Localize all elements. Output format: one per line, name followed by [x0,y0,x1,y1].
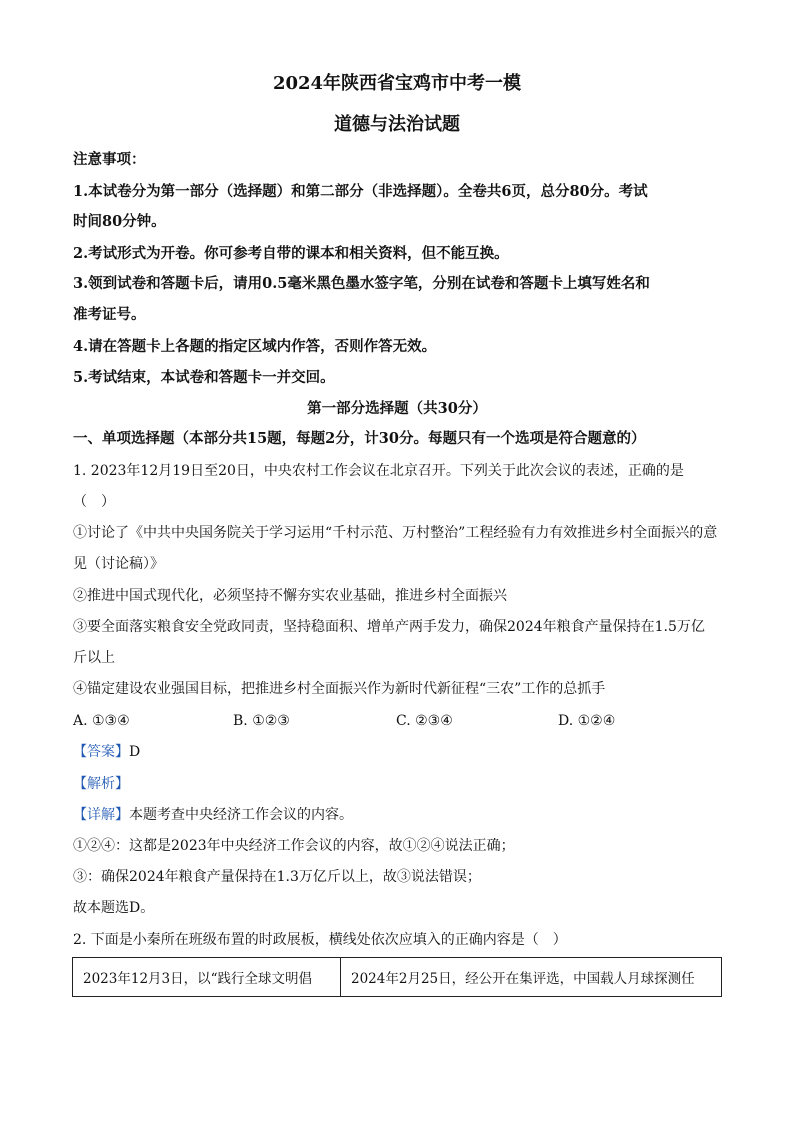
q1-option-a: A. ①③④ [73,713,130,729]
notes-heading: 注意事项： [73,151,146,168]
q2-stem: 2. 下面是小秦所在班级布置的时政展板，横线处依次应填入的正确内容是（ ） [73,932,567,948]
board-cell-left: 2023年12月3日，以“践行全球文明倡 [73,958,341,997]
board-cell-right: 2024年2月25日，经公开在集评选，中国载人月球探测任 [341,958,722,997]
detail-text: 本题考查中央经济工作会议的内容。 [129,807,353,823]
q1-option-d: D. ①②④ [558,713,616,729]
q1-statement: 见（讨论稿）》 [73,556,164,572]
note-line: 准考证号。 [73,306,146,323]
q1-detail [73,805,353,825]
note-line: 3.领到试卷和答题卡后，请用0.5毫米黑色墨水签字笔，分别在试卷和答题卡上填写姓名和 [73,275,650,292]
q1-explain: ③：确保2024年粮食产量保持在1.3万亿斤以上，故③说法错误； [73,869,481,885]
section-title: 第一部分选择题（共30分） [307,400,487,417]
q1-statement: 斤以上 [73,650,115,666]
note-line: 1.本试卷分为第一部分（选择题）和第二部分（非选择题）。全卷共6页，总分80分。考试 [73,183,648,200]
q1-explain: 故本题选D。 [73,900,155,916]
q1-option-c: C. ②③④ [396,713,453,729]
answer-value: D [129,744,141,760]
q1-stem: 1. 2023年12月19日至20日，中央农村工作会议在北京召开。下列关于此次会议的表述，正确的是 [73,463,684,479]
q1-explain: ①②④：这都是2023年中央经济工作会议的内容，故①②④说法正确； [73,838,515,854]
answer-tag: 【答案】 [73,744,129,760]
note-line: 时间80分钟。 [73,213,166,230]
exam-title: 2024年陕西省宝鸡市中考一模 [272,73,522,94]
note-line: 4.请在答题卡上各题的指定区域内作答，否则作答无效。 [73,338,437,355]
q1-answer [73,742,140,762]
analysis-tag: 【解析】 [73,776,129,792]
q1-blank: （ ） [73,494,115,510]
q1-statement: ④锚定建设农业强国目标，把推进乡村全面振兴作为新时代新征程“三农”工作的总抓手 [73,681,606,697]
q2-news-board [72,957,722,997]
q1-statement: ③要全面落实粮食安全党政同责，坚持稳面积、增单产两手发力，确保2024年粮食产量保持在1.5万亿 [73,619,705,635]
q1-option-b: B. ①②③ [233,713,290,729]
section-instruction: 一、单项选择题（本部分共15题，每题2分，计30分。每题只有一个选项是符合题意的） [73,430,646,447]
table-row [73,958,722,997]
note-line: 2.考试形式为开卷。你可参考自带的课本和相关资料，但不能互换。 [73,245,509,262]
note-line: 5.考试结束，本试卷和答题卡一并交回。 [73,369,335,386]
q1-statement: ①讨论了《中共中央国务院关于学习运用“千村示范、万村整治”工程经验有力有效推进乡村全面振兴的意 [73,525,718,541]
q1-statement: ②推进中国式现代化，必须坚持不懈夯实农业基础，推进乡村全面振兴 [73,588,507,604]
detail-tag: 【详解】 [73,807,129,823]
exam-subtitle: 道德与法治试题 [334,114,460,135]
